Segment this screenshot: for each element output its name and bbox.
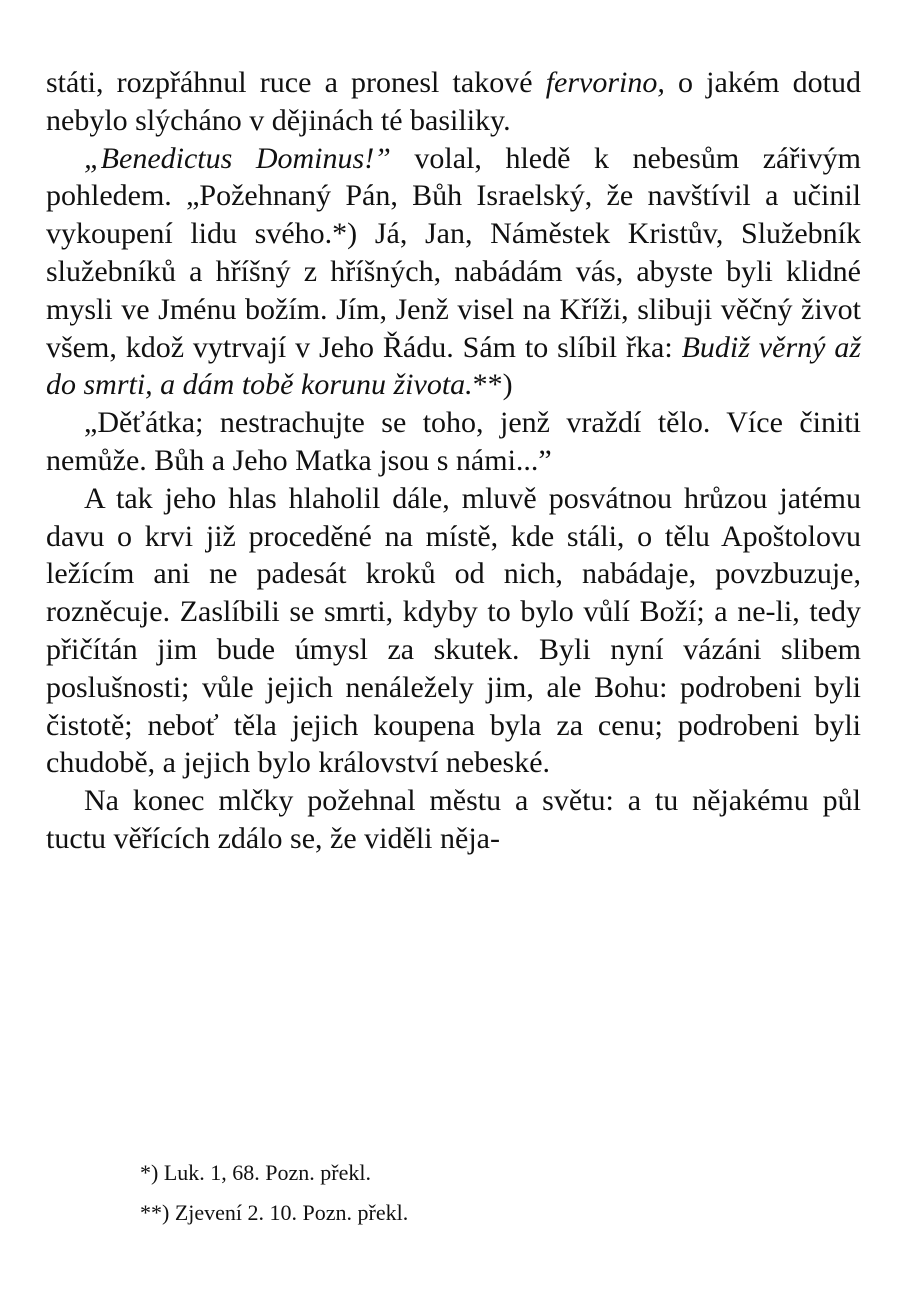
text-run-italic: Budiž věrný až do smrti, a dám tobě korunu života. bbox=[46, 330, 862, 402]
text-run: volal, hledě k nebesům zářivým pohledem. „Požehnaný Pán, Bůh Israelský, že navštívil a učinil vykoupení lidu svého.*) Já, Jan, Náměstek Kristův, Služebník služebníků a hříšný z hříšných, nabádám vás, abyste byli klidné mysli ve Jménu božím. Jím, Jenž visel na Kříži, slibuji věčný život všem, kdož vytrvají v Jeho Řádu. Sám to slíbil řka: bbox=[46, 141, 861, 364]
text-run: Na konec mlčky požehnal městu a světu: a tu nějakému půl tuctu věřících zdálo se, že viděli něja- bbox=[46, 784, 861, 855]
text-run-italic: „Benedictus Dominus!” bbox=[84, 141, 391, 175]
paragraph-5 bbox=[46, 782, 861, 858]
paragraph-4 bbox=[46, 480, 861, 782]
paragraph-2 bbox=[46, 140, 861, 405]
footnote-2: **) Zjevení 2. 10. Pozn. překl. bbox=[140, 1200, 409, 1225]
paragraph-1 bbox=[46, 64, 861, 140]
text-run: „Děťátka; nestrachujte se toho, jenž vraždí tělo. Více činiti nemůže. Bůh a Jeho Matka jsou s námi...” bbox=[46, 406, 861, 477]
text-run: státi, rozpřáhnul ruce a pronesl takové bbox=[46, 66, 546, 99]
footnote-ref: **) bbox=[472, 368, 513, 402]
footnotes bbox=[140, 1158, 840, 1238]
paragraph-3 bbox=[46, 404, 861, 480]
footnote-1: *) Luk. 1, 68. Pozn. překl. bbox=[140, 1160, 371, 1185]
page-body bbox=[46, 64, 861, 858]
text-run: o jakém dotud nebylo slýcháno v dějinách té basiliky. bbox=[46, 66, 861, 137]
text-run: A tak jeho hlas hlaholil dále, mluvě posvátnou hrůzou jatému davu o krvi již proceděné na místě, kde stáli, o tělu Apoštolovu ležícím ani ne padesát kroků od nich, nabádaje, povzbuzuje, rozněcuje. Zaslíbili se smrti, kdyby to bylo vůlí Boží; a ne-li, tedy přičítán jim bude úmysl za skutek. Byli nyní vázáni slibem poslušnosti; vůle jejich nenáležely jim, ale Bohu: podrobeni byli čistotě; neboť těla jejich koupena byla za cenu; podrobeni byli chudobě, a jejich bylo království nebeské. bbox=[46, 481, 861, 780]
text-run-italic: fervorino, bbox=[545, 66, 665, 99]
